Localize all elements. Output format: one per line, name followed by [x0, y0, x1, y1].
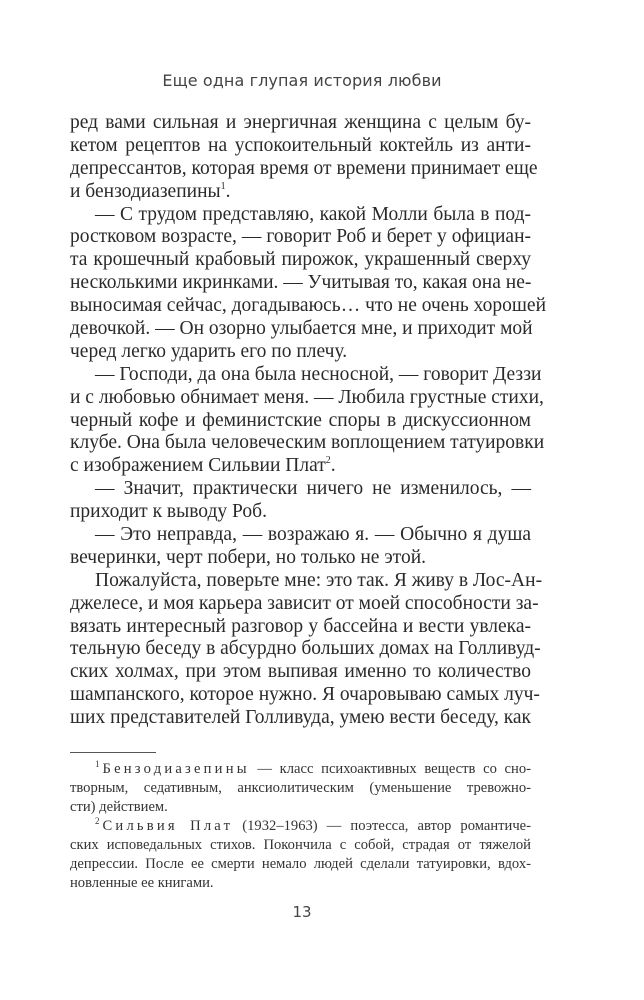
line-text: тельную беседу в абсурдно больших домах на Голливуд- [70, 638, 541, 660]
footnote-line [70, 836, 531, 855]
running-header: Еще одна глупая история любви [162, 71, 442, 90]
text-line [70, 272, 531, 295]
text-line [70, 707, 531, 730]
text-line [70, 684, 540, 707]
line-text: — Это неправда, — возражаю я. — Обычно я душа [95, 524, 531, 546]
page-number: 13 [292, 903, 312, 921]
line-text: — Значит, практически ничего не изменилось, — [95, 478, 531, 500]
text-line [70, 616, 531, 639]
text-line [70, 249, 531, 272]
footnote-ref: 2 [325, 455, 331, 467]
line-text: вечеринки, черт побери, но только не этой. [70, 546, 427, 568]
line-text: клубе. Она была человеческим воплощением татуировки [70, 432, 545, 454]
line-text: та крошечный крабовый пирожок, украшенный сверху [70, 249, 531, 271]
line-text: джелесе, и моя карьера зависит от моей способности за- [70, 592, 539, 614]
footnote-line [70, 874, 531, 893]
line-text: черный кофе и феминистские споры в дискуссионном [70, 409, 531, 431]
line-text: с изображением Сильвии Плат [70, 455, 326, 477]
footnote-line [70, 779, 531, 798]
footnote-text: ских исповедальных стихов. Покончила с собой, страдая от тяжелой [70, 837, 531, 853]
line-text: выносимая сейчас, догадываюсь… что не очень хорошей [70, 295, 547, 317]
footnote-line [70, 817, 531, 836]
footnote-text: творным, седативным, анксиолитическим (уменьшение тревожно- [70, 780, 531, 796]
footnote-line [70, 798, 531, 817]
footnote-number: 2 [95, 816, 100, 826]
text-line [70, 592, 539, 616]
text-line [70, 341, 531, 364]
text-line [70, 455, 531, 478]
footnotes [70, 760, 531, 893]
line-text: ших представителей Голливуда, умею вести беседу, как [70, 707, 532, 729]
line-text: ред вами сильная и энергичная женщина с целым бу- [70, 112, 531, 133]
text-line [70, 524, 531, 547]
text-line [70, 112, 531, 135]
text-line [70, 157, 538, 181]
text-line [70, 181, 531, 204]
text-line [70, 638, 541, 661]
footnote-text: (1932–1963) — поэтесса, автор романтиче- [233, 818, 532, 834]
text-line [70, 661, 531, 684]
footnote-term: Сильвия Плат [102, 818, 234, 834]
footnote-text: — класс психоактивных веществ со сно- [249, 761, 531, 777]
line-text: Пожалуйста, поверьте мне: это так. Я живу в Лос-Ан- [95, 569, 543, 591]
footnote-separator [70, 752, 156, 753]
footnote-text: сти) действием. [70, 799, 168, 815]
footnote-text: новленные ее книгами. [70, 875, 214, 891]
text-line [70, 547, 531, 570]
footnote-line [70, 855, 531, 874]
line-text: — Господи, да она была несносной, — говорит Деззи [95, 363, 542, 385]
line-text: вязать интересный разговор у бассейна и вести увлека- [70, 615, 531, 637]
text-line [70, 295, 547, 318]
footnote-ref: 1 [220, 180, 226, 192]
line-punct: . [330, 455, 336, 477]
line-text: черед легко ударить его по плечу. [70, 340, 348, 362]
line-text: и с любовью обнимает меня. — Любила грустные стихи, [70, 386, 544, 408]
line-text: депрессантов, которая время от времени принимает еще [70, 157, 538, 179]
line-text: шампанского, которое нужно. Я очаровываю самых луч- [70, 684, 540, 706]
text-line [70, 386, 544, 410]
text-line [70, 363, 542, 387]
line-text: несколькими икринками. — Учитывая то, какая она не- [70, 272, 532, 294]
footnote-number: 1 [95, 759, 100, 769]
line-text: приходит к выводу Роб. [70, 501, 267, 523]
text-line [70, 410, 531, 433]
text-line [70, 501, 531, 524]
text-line [70, 432, 545, 455]
line-text: — С трудом представляю, какой Молли была в под- [95, 203, 531, 225]
line-text: девочкой. — Он озорно улыбается мне, и приходит мой [70, 318, 533, 340]
footnote-line [70, 760, 531, 779]
line-text: и бензодиазепины [70, 180, 221, 202]
text-line [70, 135, 531, 158]
text-line [70, 318, 531, 341]
text-line [70, 569, 543, 593]
body-text [70, 112, 547, 730]
footnote-term: Бензодиазепины [102, 761, 250, 777]
line-punct: . [225, 180, 231, 202]
footnote-text: депрессии. После ее смерти немало людей сделали татуировки, вдох- [70, 856, 531, 872]
text-line [70, 478, 531, 501]
line-text: кетом рецептов на успокоительный коктейль из анти- [70, 134, 531, 156]
line-text: ских холмах, при этом выпивая именно то количество [70, 661, 531, 683]
text-line [70, 204, 531, 227]
line-text: ростковом возрасте, — говорит Роб и берет у официан- [70, 226, 531, 248]
text-line [70, 226, 531, 249]
